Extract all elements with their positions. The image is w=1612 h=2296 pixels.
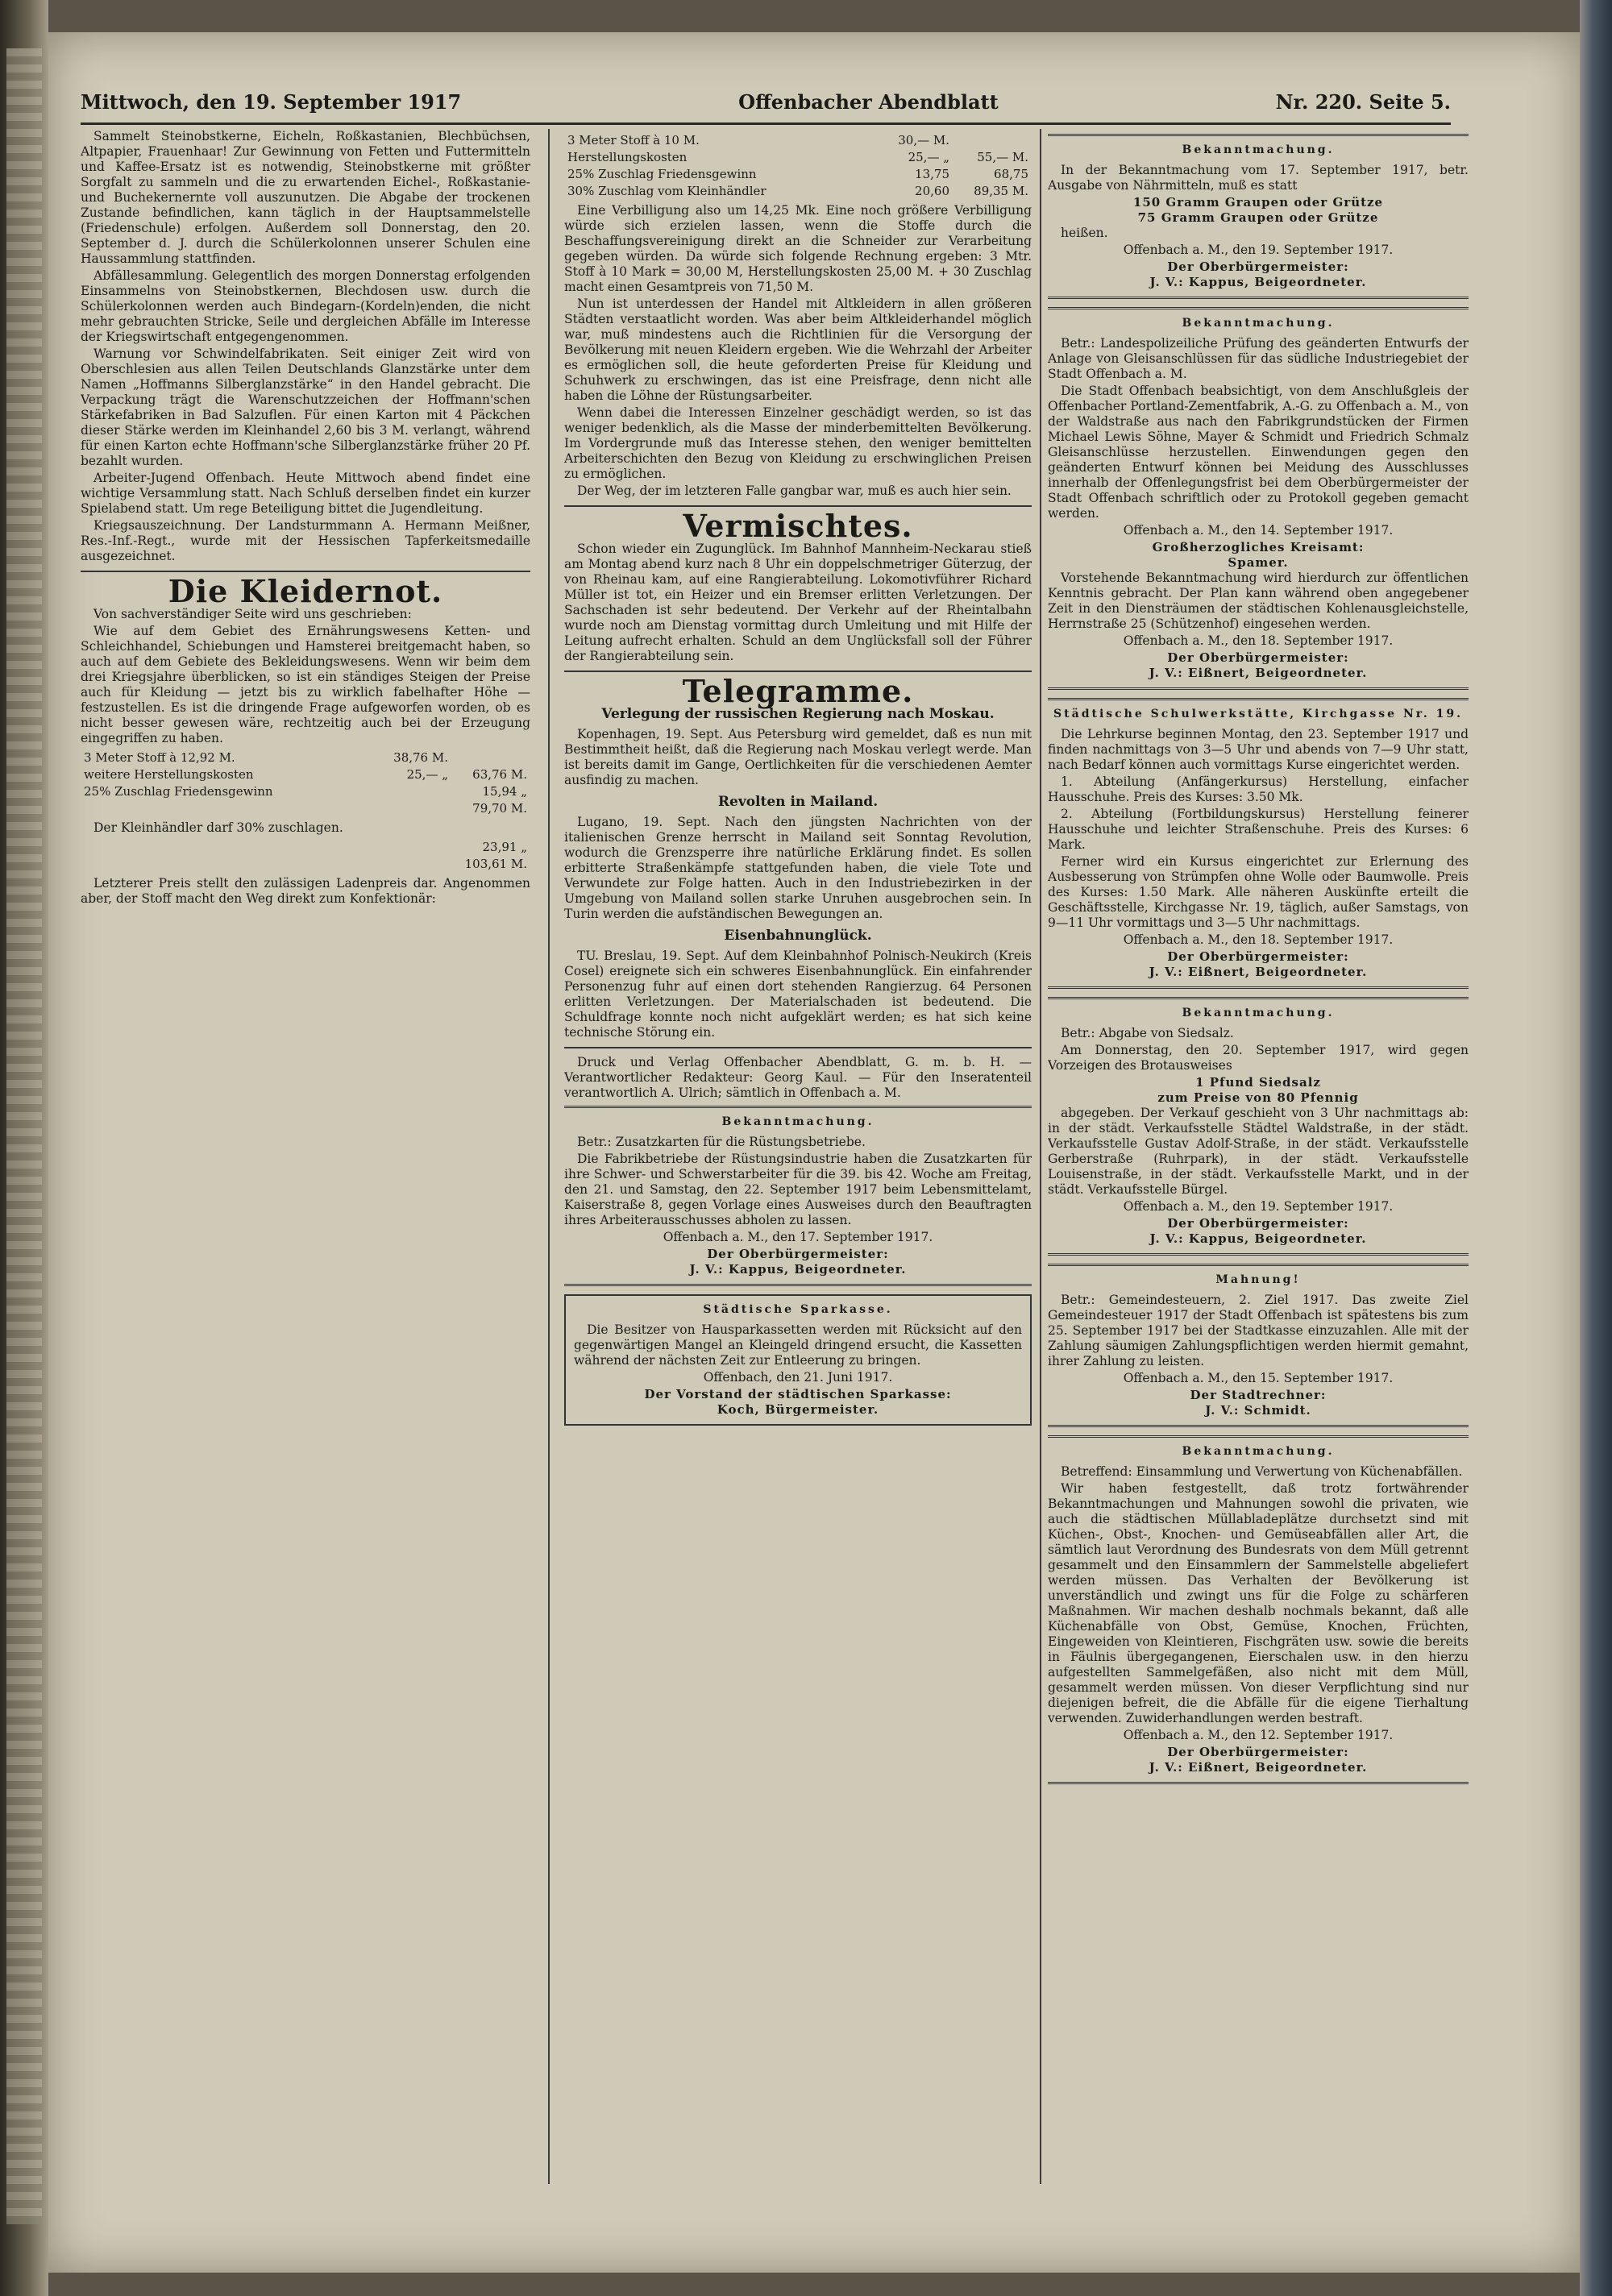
notice-body: Am Donnerstag, den 20. September 1917, wird gegen Vorzeigen des Brotausweises bbox=[1048, 1043, 1469, 1073]
notice-line: 75 Gramm Graupen oder Grütze bbox=[1137, 210, 1379, 225]
column-rule-2 bbox=[1040, 129, 1041, 2184]
calc-row: Herstellungskosten 25,— „ 55,— M. bbox=[567, 150, 1028, 164]
book-binding-right bbox=[1580, 0, 1612, 2296]
notice-body: Die Besitzer von Hausparkassetten werden mit Rücksicht auf den gegenwärtigen Mangel an Kleingeld dringend ersucht, die Kassetten während der nächsten Zeit zur Entleerung zu bringen. bbox=[574, 1322, 1022, 1368]
notice-title: Städtische Sparkasse. bbox=[703, 1303, 893, 1316]
calc-row: 79,70 M. bbox=[472, 801, 527, 816]
adjacent-page-edge bbox=[6, 48, 42, 2224]
subhead-moskau: Verlegung der russischen Regierung nach Moskau. bbox=[601, 706, 995, 722]
notice-sparkasse bbox=[564, 1294, 1032, 1426]
notice-office: Der Oberbürgermeister: bbox=[1167, 949, 1349, 964]
notice-date: Offenbach a. M., den 17. September 1917. bbox=[663, 1230, 933, 1244]
notice-body: abgegeben. Der Verkauf geschieht von 3 Uhr nachmittags ab: in der städt. Verkaufsstelle Städtel Waldstraße, in der städt. Verkaufsstelle Gustav Adolf-Straße, in der städt. Verkaufsstelle Gerberstraße (Ruhrpark), in der städt. Verkaufsstelle Louisenstraße, in der städt. Verkaufsstelle Markt, und in der städt. Verkaufsstelle Bürgel. bbox=[1048, 1106, 1469, 1197]
calc-row: 30% Zuschlag vom Kleinhändler 20,60 89,35 M. bbox=[567, 184, 1028, 198]
notice-office: Der Oberbürgermeister: bbox=[1167, 259, 1349, 274]
notice-title: Bekanntmachung. bbox=[721, 1115, 875, 1128]
notice-title: Städtische Schulwerkstätte, Kirchgasse Nr. 19. bbox=[1053, 708, 1463, 720]
notice-body: Die Stadt Offenbach beabsichtigt, von dem Anschlußgleis der Offenbacher Portland-Zementfabrik, A.-G. zu Offenbach a. M., von der Waldstraße aus nach den Fabrikgrundstücken der Firmen Michael Lewis Söhne, Mayer & Schmidt und Friedrich Schmalz Gleisanschlüsse herzustellen. Einwendungen gegen den geänderten Entwurf können bei Meidung des Ausschlusses innerhalb der Offenlegungsfrist bei dem Oberbürgermeister der Stadt Offenbach schriftlich oder zu Protokoll gegeben gemacht werden. bbox=[1048, 384, 1469, 521]
notice-office: Der Oberbürgermeister: bbox=[1167, 1216, 1349, 1231]
article-kriegsauszeichnung: Kriegsauszeichnung. Der Landsturmmann A. Hermann Meißner, Res.-Inf.-Regt., wurde mit der Hessischen Tapferkeitsmedaille ausgezeichnet. bbox=[81, 518, 530, 563]
kleidernot-kleinhaendler: Der Kleinhändler darf 30% zuschlagen. bbox=[93, 820, 343, 835]
book-binding-left bbox=[0, 0, 48, 2296]
masthead-date: Mittwoch, den 19. September 1917 bbox=[81, 90, 462, 114]
notice-siedsalz bbox=[1048, 997, 1469, 1256]
subhead-mailand: Revolten in Mailand. bbox=[717, 794, 879, 810]
notice-mahnung bbox=[1048, 1264, 1469, 1427]
notice-signature: J. V.: Eißnert, Beigeordneter. bbox=[1149, 666, 1368, 680]
notice-office: Der Oberbürgermeister: bbox=[1167, 1745, 1349, 1759]
price-calculation-2 bbox=[81, 839, 530, 873]
calc-row: 3 Meter Stoff à 12,92 M. 38,76 M. bbox=[84, 750, 448, 765]
notice-body: Vorstehende Bekanntmachung wird hierdurch zur öffentlichen Kenntnis gebracht. Der Plan kann während oben angegebener Zeit in den Diensträumen der städtischen Kohlenausgleichstelle, Herrnstraße 25 (Schützenhof) eingesehen werden. bbox=[1048, 571, 1469, 631]
notice-date: Offenbach, den 21. Juni 1917. bbox=[703, 1370, 893, 1385]
masthead bbox=[81, 90, 1451, 125]
article-abfaelle: Abfällesammlung. Gelegentlich des morgen Donnerstag erfolgenden Einsammelns von Steinobstkernen, Blechdosen usw. durch die Schülerkolonnen werden auch Bindegarn-(Kordeln)enden, die nicht mehr gebrauchten Stricke, Seile und dergleichen Abfälle im Interesse der Kriegswirtschaft entgegengenommen. bbox=[81, 268, 530, 344]
notice-item: 1. Abteilung (Anfängerkursus) Herstellung, einfacher Hausschuhe. Preis des Kurses: 3.50 Mk. bbox=[1048, 774, 1469, 804]
notice-title: Bekanntmachung. bbox=[1182, 1007, 1335, 1019]
notice-office: Der Oberbürgermeister: bbox=[707, 1247, 889, 1261]
article-zugunglueck: Schon wieder ein Zugunglück. Im Bahnhof Mannheim-Neckarau stieß am Montag abend kurz nach 8 Uhr ein doppelschmetriger Güterzug, der von Rheinau kam, auf eine Rangierabteilung. Lokomotivführer Richard Müller ist tot, ein Heizer und ein Bremser erlitten Verletzungen. Der Sachschaden ist sehr bedeutend. Der Verkehr auf der Rheintalbahn wurde noch am Dienstag vormittag durch Umleitung und mit Hilfe der Leitung aufrecht erhalten. Schuld an dem Unglücksfall soll der Führer der Rangierabteilung sein. bbox=[564, 542, 1032, 663]
notice-signature: Koch, Bürgermeister. bbox=[717, 1402, 879, 1417]
price-calculation-1 bbox=[81, 749, 530, 817]
notice-naehrmittel bbox=[1048, 134, 1469, 299]
masthead-paper-title: Offenbacher Abendblatt bbox=[738, 90, 999, 114]
notice-item: 2. Abteilung (Fortbildungskursus) Herstellung feinerer Hausschuhe und leichter Straßenschuhe. Preis des Kurses: 6 Mark. bbox=[1048, 807, 1469, 852]
calc-row: 103,61 M. bbox=[464, 857, 527, 871]
divider bbox=[564, 1047, 1032, 1048]
column-3 bbox=[1048, 129, 1469, 2224]
notice-date: Offenbach a. M., den 15. September 1917. bbox=[1123, 1371, 1394, 1385]
notice-signature: Spamer. bbox=[1228, 555, 1289, 570]
notice-title: Mahnung! bbox=[1215, 1273, 1301, 1286]
telegram-moskau: Kopenhagen, 19. Sept. Aus Petersburg wird gemeldet, daß es nun mit Bestimmtheit heißt, daß die Regierung nach Moskau verlegt werde. Man ist bereits damit im Gange, Oertlichkeiten für die verschiedenen Aemter ausfindig zu machen. bbox=[564, 727, 1032, 787]
article-warnung: Warnung vor Schwindelfabrikaten. Seit einiger Zeit wird von Oberschlesien aus allen Teilen Deutschlands Glanzstärke unter dem Namen „Hoffmanns Silberglanzstärke“ in den Handel gebracht. Die Verpackung trägt die Warenschutzzeichen der Hoffmann'schen Stärkefabriken in Bad Salzuflen. Für einen Karton mit 4 Päckchen dieser Stärke werden im Kleinhandel 2,60 bis 3 M. verlangt, während für einen Karton echte Hoffmann'sche Silberglanzstärke früher 20 Pf. bezahlt wurden. bbox=[81, 347, 530, 468]
notice-signature: J. V.: Kappus, Beigeordneter. bbox=[689, 1262, 907, 1277]
notice-office: Großherzogliches Kreisamt: bbox=[1152, 540, 1365, 554]
notice-body: Betr.: Gemeindesteuern, 2. Ziel 1917. Das zweite Ziel Gemeindesteuer 1917 der Stadt Offenbach ist spätestens bis zum 25. September 1917 bei der Stadtkasse einzuzahlen. Alle mit der Zahlung säumigen Zahlungspflichtigen werden hiermit gemahnt, ihrer Zahlung zu leisten. bbox=[1048, 1293, 1469, 1368]
notice-line: 1 Pfund Siedsalz bbox=[1195, 1075, 1321, 1090]
telegram-eisenbahnunglueck: TU. Breslau, 19. Sept. Auf dem Kleinbahnhof Polnisch-Neukirch (Kreis Cosel) ereignete sich ein schweres Eisenbahnunglück. Ein einfahrender Personenzug fuhr auf einen dort stehenden Rangierzug. 64 Personen erlitten Verletzungen. Der Materialschaden ist bedeutend. Die Schuldfrage konnte noch nicht aufgeklärt werden; es hat sich keine technische Störung ein. bbox=[564, 949, 1032, 1040]
notice-body: Wir haben festgestellt, daß trotz fortwährender Bekanntmachungen und Mahnungen sowohl die privaten, wie auch die städtischen Müllabladeplätze durchsetzt sind mit Küchen-, Obst-, Knochen- und Gemüseabfällen aller Art, die sämtlich laut Verordnung des Bundesrats von dem Müll getrennt gesammelt und den Einsammlern der Sammelstelle abgeliefert werden müssen. Das Verhalten der Bevölkerung ist unverständlich und zwingt uns für die Folge zu schärferen Maßnahmen. Wir machen deshalb nochmals bekannt, daß alle Küchenabfälle von Obst, Gemüse, Knochen, Früchten, Eingeweiden von Kleintieren, Fischgräten usw. sowie die bereits in Fäulnis übergegangenen, Eierschalen usw. in den hierzu aufgestellten Sammelgefäßen, also nicht mit dem Müll, gesammelt werden müssen. Von dieser Verpflichtung sind nur diejenigen befreit, die die Abfälle für die eigene Tierhaltung verwenden. Zuwiderhandlungen werden bestraft. bbox=[1048, 1481, 1469, 1725]
notice-date: Offenbach a. M., den 12. September 1917. bbox=[1123, 1728, 1394, 1742]
notice-line: zum Preise von 80 Pfennig bbox=[1157, 1090, 1359, 1105]
notice-subject: Betreffend: Einsammlung und Verwertung von Küchenabfällen. bbox=[1061, 1464, 1463, 1479]
notice-date: Offenbach a. M., den 14. September 1917. bbox=[1123, 523, 1394, 538]
notice-signature: J. V.: Kappus, Beigeordneter. bbox=[1149, 275, 1367, 289]
notice-signature: J. V.: Schmidt. bbox=[1205, 1403, 1311, 1418]
divider bbox=[81, 571, 530, 572]
subhead-eisenbahnunglueck: Eisenbahnunglück. bbox=[724, 928, 872, 944]
kleidernot-cont-2: Nun ist unterdessen der Handel mit Altkleidern in allen größeren Städten verstaatlicht worden. Was aber beim Altkleiderhandel möglich war, muß mindestens auch die Richtlinien für die Versorgung der Bevölkerung mit neuen Kleidern ergeben. Wie die Wehrzahl der Arbeiter es ermöglichen soll, die heute geforderten Preise für Kleidung und Schuhwerk zu erschwingen, das ist eine Preisfrage, denn nicht alle haben die Löhne der Rüstungsarbeiter. bbox=[564, 297, 1032, 403]
kleidernot-cont-3: Wenn dabei die Interessen Einzelner geschädigt werden, so ist das weniger bedenklich, als die Masse der minderbemittelten Bevölkerung. Im Vordergrunde muß das Interesse stehen, den weniger bemittelten Arbeiterschichten den Bezug von Kleidung zu erschwinglichen Preisen zu ermöglichen. bbox=[564, 405, 1032, 481]
headline-kleidernot: Die Kleidernot. bbox=[168, 573, 443, 609]
notice-body: Die Fabrikbetriebe der Rüstungsindustrie haben die Zusatzkarten für ihre Schwer- und Schwerstarbeiter für die 39. bis 42. Woche am Freitag, den 21. und Samstag, den 22. September 1917 beim Lebensmittelamt, Kaiserstraße 8, gegen Vorlage eines Ausweises durch den Beauftragten ihres Arbeiterausschusses abholen zu lassen. bbox=[564, 1152, 1032, 1227]
kleidernot-intro: Von sachverständiger Seite wird uns geschrieben: bbox=[93, 607, 412, 621]
column-1 bbox=[81, 129, 530, 2224]
article-sammelt: Sammelt Steinobstkerne, Eicheln, Roßkastanien, Blechbüchsen, Altpapier, Frauenhaar! Zur Gewinnung von Fetten und Futtermitteln und Kaffee-Ersatz ist es notwendig, Steinobstkerne mit größter Sorgfalt zu sammeln und die zu erwartenden Eichel-, Roßkastanie- und Buchekernernte voll auszunutzen. Die Abgabe der trockenen Zustande befindlichen, kann täglich in der Hauptsammelstelle (Friedenschule) erfolgen. Außerdem soll Donnerstag, den 20. September d. J. durch die Schülerkolonnen unserer Schulen eine Haussammlung stattfinden. bbox=[81, 129, 530, 266]
kleidernot-ladenpreis: Letzterer Preis stellt den zulässigen Ladenpreis dar. Angenommen aber, der Stoff macht den Weg direkt zum Konfektionär: bbox=[81, 876, 530, 906]
column-2 bbox=[564, 129, 1032, 2224]
notice-subject: Betr.: Zusatzkarten für die Rüstungsbetriebe. bbox=[577, 1135, 866, 1149]
notice-office: Der Oberbürgermeister: bbox=[1167, 650, 1349, 665]
telegram-mailand: Lugano, 19. Sept. Nach den jüngsten Nachrichten von der italienischen Grenze herrscht in Mailand seit Sonntag Revolution, wodurch die Grenzsperre ihre natürliche Erklärung findet. Es sollen erbitterte Straßenkämpfe stattgefunden haben, die viele Tote und Verwundete zur Folge hatten. Auch in den Industriebezirken in der Umgebung von Mailand sollen starke Unruhen ausgebrochen sein. In Turin werden die aufständischen Bewegungen an. bbox=[564, 815, 1032, 921]
notice-body: In der Bekanntmachung vom 17. September 1917, betr. Ausgabe von Nährmitteln, muß es statt bbox=[1048, 163, 1469, 193]
notice-date: Offenbach a. M., den 18. September 1917. bbox=[1123, 932, 1394, 947]
kleidernot-cont-4: Der Weg, der im letzteren Falle gangbar war, muß es auch hier sein. bbox=[577, 484, 1012, 498]
price-calculation-3 bbox=[564, 132, 1032, 200]
kleidernot-body: Wie auf dem Gebiet des Ernährungswesens Ketten- und Schleichhandel, Schiebungen und Hamsterei breitgemacht haben, so auch auf dem Gebiete des Bekleidungswesens. Wenn wir beim dem drei Kriegsjahre überblicken, so ist ein ständiges Steigen der Preise auch für Kleidung — jetzt bis zu wirklich fabelhafter Höhe — festzustellen. Es ist die dringende Frage aufgeworfen worden, ob es nicht besser gewesen wäre, rechtzeitig auch bei der Erzeugung eingegriffen zu haben. bbox=[81, 624, 530, 745]
notice-subject: Betr.: Abgabe von Siedsalz. bbox=[1061, 1026, 1234, 1040]
article-arbeiter-jugend: Arbeiter-Jugend Offenbach. Heute Mittwoch abend findet eine wichtige Versammlung statt. Nach Schluß derselben findet ein kurzer Spielabend statt. Um rege Beteiligung bittet die Jugendleitung. bbox=[81, 471, 530, 516]
column-rule-1 bbox=[548, 129, 550, 2184]
calc-row: 3 Meter Stoff à 10 M. 30,— M. bbox=[567, 133, 949, 147]
notice-gleisanschluesse bbox=[1048, 307, 1469, 690]
masthead-issue: Nr. 220. Seite 5. bbox=[1275, 90, 1451, 114]
notice-body: Die Lehrkurse beginnen Montag, den 23. September 1917 und finden nachmittags von 3—5 Uhr und abends von 7—9 Uhr statt, nach Bedarf können auch vormittags Kurse eingerichtet werden. bbox=[1048, 727, 1469, 772]
notice-signature: J. V.: Eißnert, Beigeordneter. bbox=[1149, 965, 1368, 979]
notice-title: Bekanntmachung. bbox=[1182, 1445, 1335, 1458]
calc-row: 25% Zuschlag Friedensgewinn 13,75 68,75 bbox=[567, 167, 1028, 181]
headline-vermischtes: Vermischtes. bbox=[683, 508, 913, 544]
calc-row: 25% Zuschlag Friedensgewinn 15,94 „ bbox=[84, 784, 527, 799]
notice-body: Ferner wird ein Kursus eingerichtet zur Erlernung des Ausbesserung von Strümpfen ohne Wolle oder Baumwolle. Preis des Kurses: 1.50 Mark. Alle näheren Auskünfte erteilt die Geschäftsstelle, Kirchgasse Nr. 19, täglich, außer Samstags, von 9—11 Uhr vormittags und 3—5 Uhr nachmittags. bbox=[1048, 854, 1469, 930]
notice-title: Bekanntmachung. bbox=[1182, 317, 1335, 330]
calc-row: weitere Herstellungskosten 25,— „ 63,76 M. bbox=[84, 767, 527, 782]
notice-date: Offenbach a. M., den 19. September 1917. bbox=[1123, 1199, 1394, 1214]
headline-telegramme: Telegramme. bbox=[682, 673, 914, 709]
notice-office: Der Vorstand der städtischen Sparkasse: bbox=[644, 1387, 952, 1401]
notice-signature: J. V.: Eißnert, Beigeordneter. bbox=[1149, 1760, 1368, 1775]
imprint: Druck und Verlag Offenbacher Abendblatt, G. m. b. H. — Verantwortlicher Redakteur: Georg Kaul. — Für den Inseratenteil verantwortlich A. Ulrich; sämtlich in Offenbach a. M. bbox=[564, 1055, 1032, 1100]
notice-signature: J. V.: Kappus, Beigeordneter. bbox=[1149, 1231, 1367, 1246]
notice-kuechenabfaelle bbox=[1048, 1435, 1469, 1784]
divider bbox=[564, 671, 1032, 672]
divider bbox=[564, 505, 1032, 507]
notice-schulwerkstaette bbox=[1048, 698, 1469, 989]
notice-title: Bekanntmachung. bbox=[1182, 143, 1335, 156]
calc-row: 23,91 „ bbox=[482, 840, 527, 854]
notice-subject: Betr.: Landespolizeiliche Prüfung des geänderten Entwurfs der Anlage von Gleisanschlüssen für das südliche Industriegebiet der Stadt Offenbach a. M. bbox=[1048, 336, 1469, 381]
kleidernot-cont-1: Eine Verbilligung also um 14,25 Mk. Eine noch größere Verbilligung würde sich erzielen lassen, wenn die Stoffe durch die Beschaffungsvereinigung direkt an die Schneider zur Verarbeitung gegeben würden. Da würde sich folgende Rechnung ergeben: 3 Mtr. Stoff à 10 Mark = 30,00 M, Herstellungskosten 25,00 M. + 30 Zuschlag macht einen Gesamtpreis von 71,50 M. bbox=[564, 203, 1032, 294]
notice-zusatzkarten bbox=[564, 1106, 1032, 1286]
notice-office: Der Stadtrechner: bbox=[1190, 1388, 1327, 1402]
notice-body: heißen. bbox=[1061, 226, 1108, 240]
notice-date: Offenbach a. M., den 19. September 1917. bbox=[1123, 243, 1394, 257]
notice-date: Offenbach a. M., den 18. September 1917. bbox=[1123, 633, 1394, 648]
notice-line: 150 Gramm Graupen oder Grütze bbox=[1132, 195, 1384, 210]
